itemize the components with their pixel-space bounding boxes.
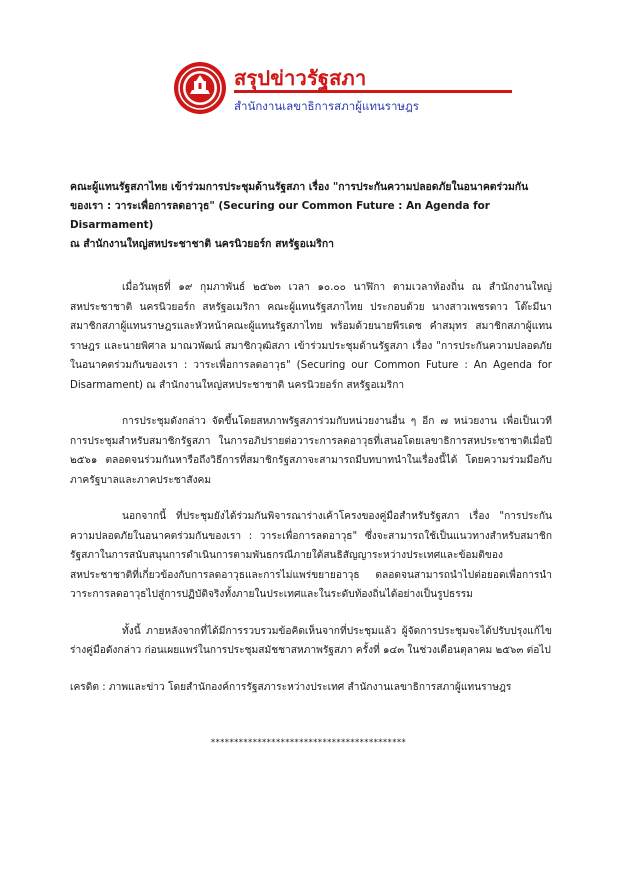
brand-divider — [234, 90, 512, 93]
parliament-seal-icon — [172, 60, 228, 116]
article-paragraph: การประชุมดังกล่าว จัดขึ้นโดยสหภาพรัฐสภาร่วมกับหน่วยงานอื่น ๆ อีก ๗ หน่วยงาน เพื่อเป็นเวทีการประชุมสำหรับสมาชิกรัฐสภา ในการอภิปรายต่อวาระการลดอาวุธที่เสนอโดยเลขาธิการสหประชาชาติเมื่อปี ๒๕๖๑ ตลอดจนร่วมกันหารือถึงวิธีการที่สมาชิกรัฐสภาจะสามารถมีบทบาทนำในเรื่องนี้ได้ โดยความร่วมมือกับภาครัฐบาลและภาคประชาสังคม — [70, 416, 552, 486]
article — [70, 178, 552, 697]
article-paragraph: นอกจากนี้ ที่ประชุมยังได้ร่วมกันพิจารณาร่างเค้าโครงของคู่มือสำหรับรัฐสภา เรื่อง "การประกันความปลอดภัยในอนาคตร่วมกันของเรา : วาระเพื่อการลดอาวุธ" ซึ่งจะสามารถใช้เป็นแนวทางสำหรับสมาชิกรัฐสภาในการสนับสนุนการดำเนินการตามพันธกรณีภายใต้สนธิสัญญาระหว่างประเทศและข้อมติของสหประชาชาติที่เกี่ยวข้องกับการลดอาวุธและการไม่แพร่ขยายอาวุธ ตลอดจนสามารถนำไปต่อยอดเพื่อการนำวาระการลดอาวุธไปสู่การปฏิบัติจริงทั้งภายในประเทศและในระดับท้องถิ่นได้อย่างเป็นรูปธรรม — [70, 511, 552, 600]
article-credit: เครดิต : ภาพและข่าว โดยสำนักองค์การรัฐสภาระหว่างประเทศ สำนักงานเลขาธิการสภาผู้แทนราษฎร — [70, 681, 512, 693]
article-paragraph: เมื่อวันพุธที่ ๑๙ กุมภาพันธ์ ๒๕๖๓ เวลา ๑๐.๐๐ นาฬิกา ตามเวลาท้องถิ่น ณ สำนักงานใหญ่สหประชาชาติ นครนิวยอร์ก สหรัฐอเมริกา คณะผู้แทนรัฐสภาไทย ประกอบด้วย นางสาวเพชรดาว โต๊ะมีนา สมาชิกสภาผู้แทนราษฎรและหัวหน้าคณะผู้แทนรัฐสภาไทย พร้อมด้วยนายพีรเดช คำสมุทร สมาชิกสภาผู้แทนราษฎร และนายพิศาล มาณวพัฒน์ สมาชิกวุฒิสภา เข้าร่วมประชุมด้านรัฐสภา เรื่อง "การประกันความปลอดภัยในอนาคตร่วมกันของเรา : วาระเพื่อการลดอาวุธ" (Securing our Common Future : An Agenda for Disarmament) ณ สำนักงานใหญ่สหประชาชาติ นครนิวยอร์ก สหรัฐอเมริกา — [70, 282, 552, 391]
headline-line: คณะผู้แทนรัฐสภาไทย เข้าร่วมการประชุมด้านรัฐสภา เรื่อง "การประกันความปลอดภัยในอนาคตร่วมกัน — [70, 181, 529, 193]
article-paragraph: ทั้งนี้ ภายหลังจากที่ได้มีการรวบรวมข้อคิดเห็นจากที่ประชุมแล้ว ผู้จัดการประชุมจะได้ปรับปรุงแก้ไขร่างคู่มือดังกล่าว ก่อนเผยแพร่ในการประชุมสมัชชาสหภาพรัฐสภา ครั้งที่ ๑๔๓ ในช่วงเดือนตุลาคม ๒๕๖๓ ต่อไป — [70, 625, 552, 656]
headline-line: ของเรา : วาระเพื่อการลดอาวุธ" (Securing our Common Future : An Agenda for Disarmament) — [70, 200, 490, 231]
headline-line: ณ สำนักงานใหญ่สหประชาชาติ นครนิวยอร์ก สหรัฐอเมริกา — [70, 238, 334, 250]
header — [172, 60, 512, 120]
brand-title: สรุปข่าวรัฐสภา — [234, 66, 367, 90]
end-separator: ****************************************** — [210, 738, 407, 748]
brand-subtitle: สำนักงานเลขาธิการสภาผู้แทนราษฎร — [234, 99, 419, 113]
article-headline — [70, 178, 552, 254]
